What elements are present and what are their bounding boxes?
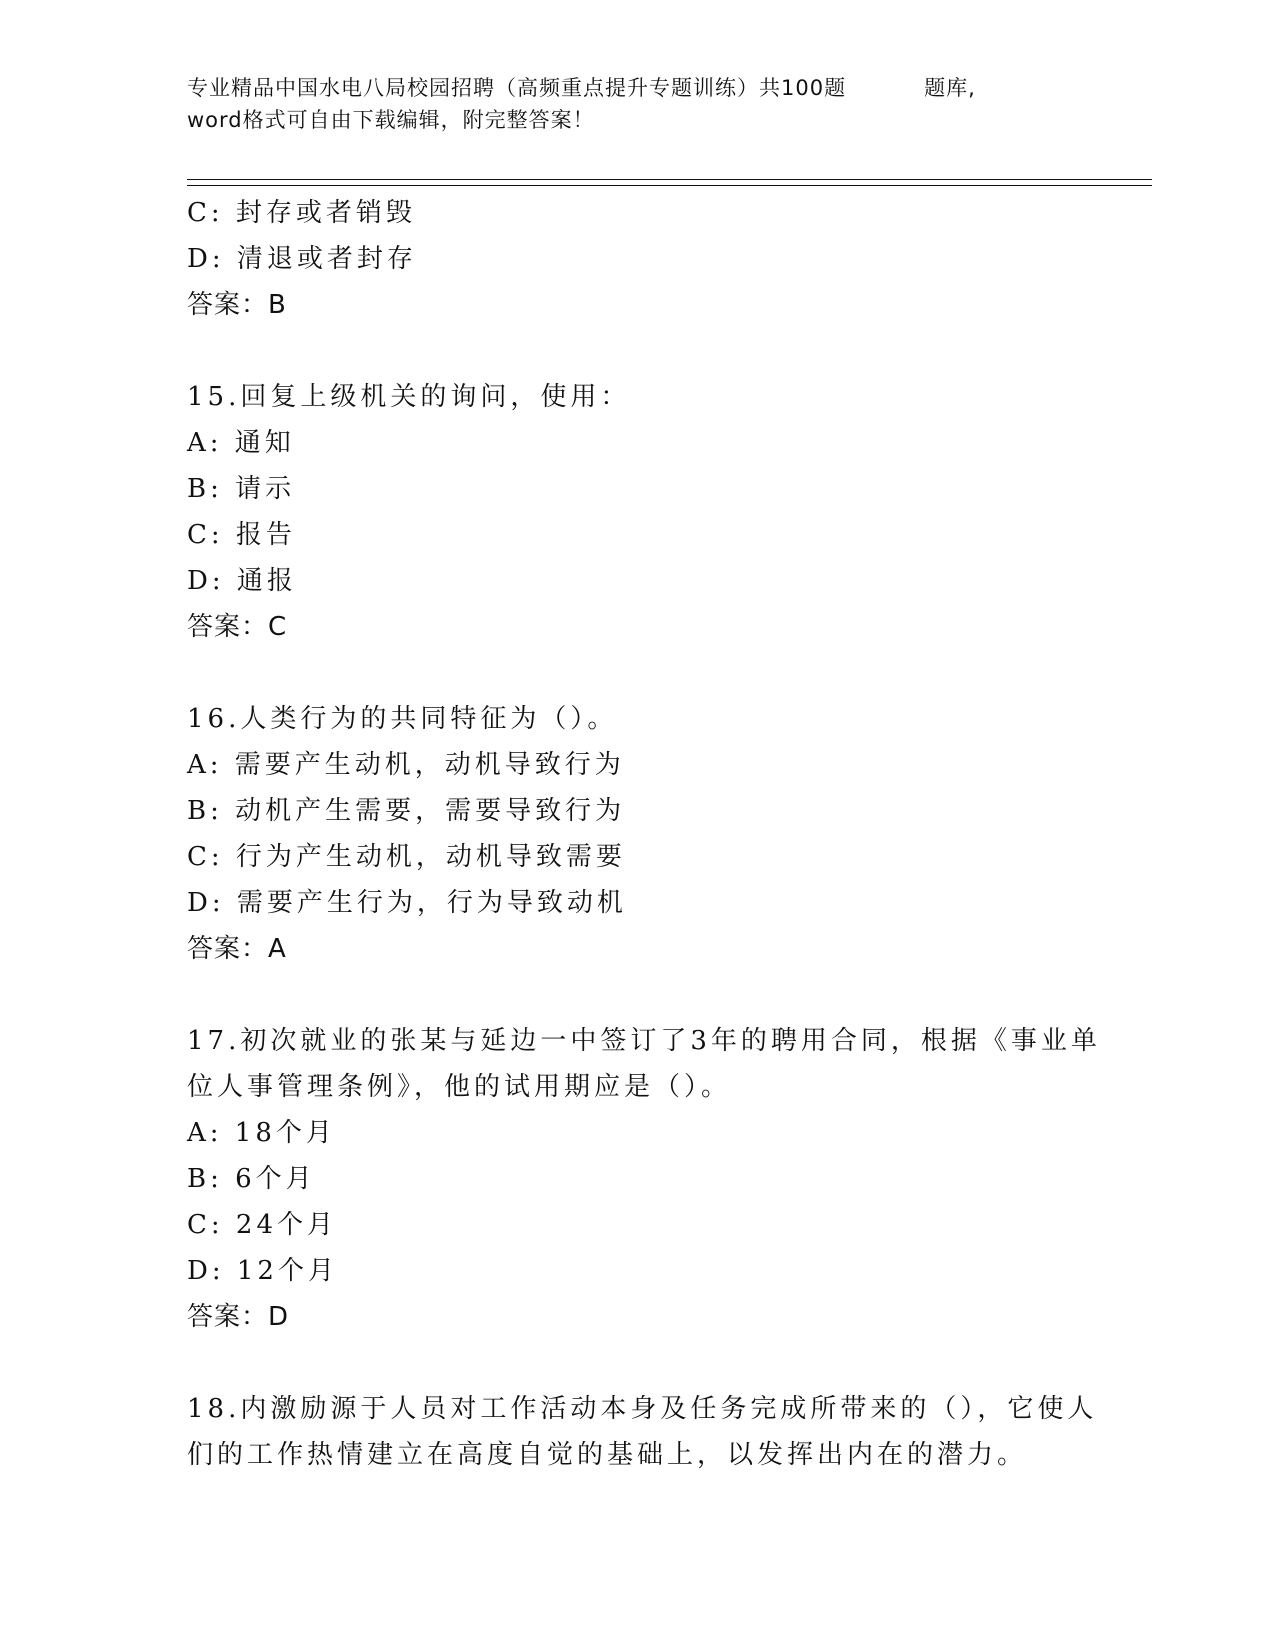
header-divider-top — [187, 179, 1152, 180]
option-d: D: 通报 — [187, 566, 297, 596]
option-d: D: 清退或者封存 — [187, 244, 417, 274]
option-b: B: 动机产生需要，需要导致行为 — [187, 796, 626, 826]
option-c: C: 封存或者销毁 — [187, 198, 416, 228]
header-title-line — [187, 72, 1067, 104]
answer: 答案：C — [187, 612, 288, 642]
page-header — [187, 72, 1067, 136]
question-stem: 16.人类行为的共同特征为（）。 — [187, 704, 618, 734]
option-d: D: 12个月 — [187, 1256, 338, 1286]
question-block-17 — [187, 1018, 1101, 1340]
answer: 答案：D — [187, 1302, 290, 1332]
option-b: B: 请示 — [187, 474, 296, 504]
question-block-16 — [187, 696, 1087, 972]
option-c: C: 24个月 — [187, 1210, 338, 1240]
option-b: B: 6个月 — [187, 1164, 316, 1194]
question-stem-line-1: 18.内激励源于人员对工作活动本身及任务完成所带来的（），它使人 — [187, 1394, 1098, 1424]
answer: 答案：A — [187, 934, 287, 964]
header-subtitle: word格式可自由下载编辑，附完整答案！ — [187, 108, 595, 132]
question-stem: 15.回复上级机关的询问，使用： — [187, 382, 631, 412]
question-stem-line-2: 位人事管理条例》，他的试用期应是（）。 — [187, 1072, 732, 1102]
option-c: C: 行为产生动机，动机导致需要 — [187, 842, 626, 872]
question-block-15 — [187, 374, 1087, 650]
question-list — [187, 190, 1101, 1478]
question-block-18 — [187, 1386, 1098, 1478]
question-block-prev — [187, 190, 1087, 328]
header-title: 专业精品中国水电八局校园招聘（高频重点提升专题训练）共100题 — [187, 76, 847, 100]
option-a: A: 通知 — [187, 428, 295, 458]
answer: 答案：B — [187, 290, 287, 320]
header-title-suffix: 题库, — [924, 76, 976, 100]
option-a: A: 需要产生动机，动机导致行为 — [187, 750, 625, 780]
option-a: A: 18个月 — [187, 1118, 336, 1148]
question-stem-line-1: 17.初次就业的张某与延边一中签订了3年的聘用合同，根据《事业单 — [187, 1026, 1101, 1056]
option-d: D: 需要产生行为，行为导致动机 — [187, 888, 627, 918]
option-c: C: 报告 — [187, 520, 296, 550]
question-stem-line-2: 们的工作热情建立在高度自觉的基础上，以发挥出内在的潜力。 — [187, 1440, 1028, 1470]
header-divider-bottom — [187, 185, 1152, 186]
